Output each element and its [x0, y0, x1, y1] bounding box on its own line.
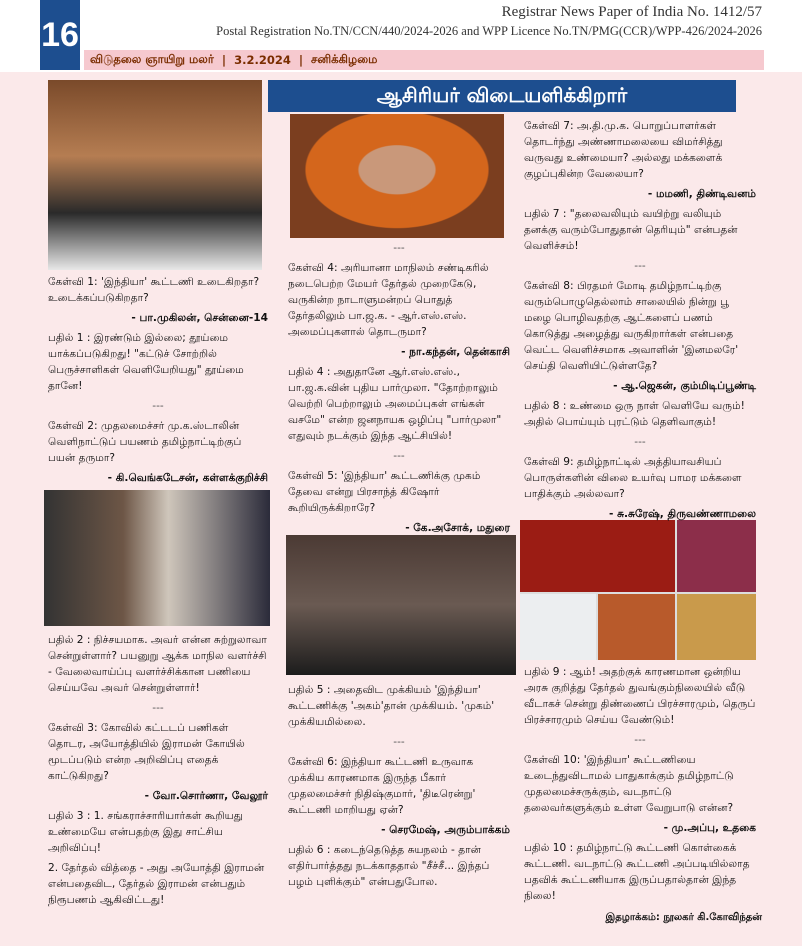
question-3: கேள்வி 3: கோவில் கட்டடப் பணிகள் தொடர, அயோத்தியில் இராமன் கோயில் மூடப்படும் என்ற அறிவிப்பு எதைக் காட்டுகிறது?	[48, 722, 245, 782]
answer-2: பதில் 2 : நிச்சயமாக. அவர் என்ன சுற்றுலாவா சென்றுள்ளார்? பயனுறு ஆக்க மாநில வளர்ச்சி - வேலைவாய்ப்பு வளர்ச்சிக்கான பணியை செய்யவே அவர் சென்றுள்ளார்!	[48, 634, 267, 694]
lentils-image	[598, 594, 675, 660]
question-2-author: - கி.வெங்கடேசன், கள்ளக்குறிச்சி	[107, 472, 268, 484]
column-2-lower: பதில் 5 : அதைவிட முக்கியம் 'இந்தியா' கூட்டணிக்கு 'அகம்'தான் முக்கியம். 'முகம்' முக்கியமில்லை. --- கேள்வி 6: இந்தியா கூட்டணி உருவாக முக்கிய காரணமாக இருந்த பீகார் முதலமைச்சர் நிதிஷ்குமார், 'திடீரென்று' கூட்டணி மாறியது ஏன்? - செரமேஷ், அரும்பாக்கம் பதில் 6 : கடைந்தெடுத்த சுயநலம் - தான் எதிர்பார்த்தது நடக்காததால் "சீச்சீ... இந்தப் பழம் புளிக்கும்" என்பதுபோல.	[288, 684, 510, 888]
issue-date: 3.2.2024	[234, 53, 291, 67]
photo-prashant-kishor	[286, 535, 516, 675]
question-3-author: - வோ.சொர்ணா, வேலூர்	[144, 790, 268, 802]
question-7-author: - மமணி, திண்டிவனம்	[647, 188, 756, 200]
question-5-author: - கே.அசோக், மதுரை	[405, 522, 510, 534]
answer-5: பதில் 5 : அதைவிட முக்கியம் 'இந்தியா' கூட்டணிக்கு 'அகம்'தான் முக்கியம். 'முகம்' முக்கியமில்லை.	[288, 684, 495, 728]
question-10: கேள்வி 10: 'இந்தியா' கூட்டணியை உடைந்துவிடாமல் பாதுகாக்கும் தமிழ்நாட்டு முதலமைச்சருக்கும், வடநாட்டு தலைவர்களுக்கும் உள்ள வேறுபாடு என்ன?	[524, 754, 734, 814]
question-5: கேள்வி 5: 'இந்தியா' கூட்டணிக்கு முகம் தேவை என்று பிரசாந்த் கிஷோர் கூறியிருக்கிறாரே?	[288, 470, 481, 514]
answer-10: பதில் 10 : தமிழ்நாட்டு கூட்டணி கொள்கைக் கூட்டணி. வடநாட்டு கூட்டணி அப்படியில்லாத பதவிக் கூட்டணியாக இருப்பதால்தான் இந்த நிலை!	[524, 842, 750, 902]
question-7: கேள்வி 7: அ.தி.மு.க. பொறுப்பாளர்கள் தொடர்ந்து அண்ணாமலையை விமர்சித்து வருவது உண்மையா? அல்லது மக்களைக் குழப்புகின்ற வேலையா?	[524, 120, 723, 180]
question-10-author: - மு.அப்பு, உதகை	[663, 822, 756, 834]
photo-writer	[48, 80, 262, 270]
answer-1: பதில் 1 : இரண்டும் இல்லை; தூய்மை யாக்கப்படுகிறது! "கட்டுச் சோற்றில் பெருச்சாளிகள் வெளியேறியது" தூய்மை தானே!	[48, 332, 244, 392]
page-title: ஆசிரியர் விடையளிக்கிறார்	[268, 80, 736, 112]
answer-3: பதில் 3 : 1. சங்கராச்சாரியார்கள் கூறியது உண்மையே என்பதற்கு இது சாட்சிய அறிவிப்பு!	[48, 810, 243, 854]
question-1-author: - பா.முகிலன், சென்னை-14	[131, 312, 268, 324]
question-8: கேள்வி 8: பிரதமர் மோடி தமிழ்நாட்டிற்கு வரும்பொழுதெல்லாம் சாலையில் நின்று பூ மழை பொழிவதற்கு ஆட்களைப் பணம் கொடுத்து அழைத்து வருகிறார்கள் என்பதை வெட்ட வெளிச்சமாக அவாளின் 'இனமலரே' செய்தி வெளியிட்டுள்ளதே?	[524, 280, 739, 372]
chillies-image	[520, 520, 675, 592]
question-6: கேள்வி 6: இந்தியா கூட்டணி உருவாக முக்கிய காரணமாக இருந்த பீகார் முதலமைச்சர் நிதிஷ்குமார், 'திடீரென்று' கூட்டணி மாறியது ஏன்?	[288, 756, 476, 816]
question-4-author: - நா.கந்தன், தென்காசி	[401, 346, 510, 358]
photo-sankaracharya	[290, 114, 504, 238]
column-3: கேள்வி 7: அ.தி.மு.க. பொறுப்பாளர்கள் தொடர்ந்து அண்ணாமலையை விமர்சித்து வருவது உண்மையா? அல்லது மக்களைக் குழப்புகின்ற வேலையா? - மமணி, திண்டிவனம் பதில் 7 : "தலைவலியும் வயிற்று வலியும் தனக்கு வரும்போதுதான் தெரியும்" என்பதன் வெளிச்சம்! --- கேள்வி 8: பிரதமர் மோடி தமிழ்நாட்டிற்கு வரும்பொழுதெல்லாம் சாலையில் நின்று பூ மழை பொழிவதற்கு ஆட்களைப் பணம் கொடுத்து அழைத்து வருகிறார்கள் என்பதை வெட்ட வெளிச்சமாக அவாளின் 'இனமலரே' செய்தி வெளியிட்டுள்ளதே? - ஆ.ஜெகன், கும்மிடிப்பூண்டி பதில் 8 : உண்மை ஒரு நாள் வெளியே வரும்! அதில் பொய்யும் புரட்டும் தெளிவாகும்! --- கேள்வி 9: தமிழ்நாட்டில் அத்தியாவசியப் பொருள்களின் விலை உயர்வு பாமர மக்களை பாதிக்கும் அல்லவா? - சு.சுரேஷ், திருவண்ணாமலை	[524, 120, 756, 520]
answer-4: பதில் 4 : அதுதானே ஆர்.எஸ்.எஸ்., பா.ஜ.க.வின் புதிய பார்முலா. "தோற்றாலும் வெற்றி பெற்றாலும் அமைப்புகள் எங்கள் வசமே" என்ற ஜனநாயக ஒழிப்பு "பார்முலா" எதுவும் நடக்கும் இந்த ஆட்சியில்!	[288, 366, 502, 442]
answer-8: பதில் 8 : உண்மை ஒரு நாள் வெளியே வரும்! அதில் பொய்யும் புரட்டும் தெளிவாகும்!	[524, 400, 745, 428]
question-4: கேள்வி 4: அரியானா மாநிலம் சண்டிகரில் நடைபெற்ற மேயர் தேர்தல் முறைகேடு, வருகின்ற நாடாளுமன்றப் பொதுத் தேர்தலிலும் பா.ஜ.க. - ஆர்.எஸ்.எஸ். அமைப்புகளால் தொடருமா?	[288, 262, 489, 338]
question-1: கேள்வி 1: 'இந்தியா' கூட்டணி உடைகிறதா? உடைக்கப்படுகிறதா?	[48, 276, 260, 304]
question-9: கேள்வி 9: தமிழ்நாட்டில் அத்தியாவசியப் பொருள்களின் விலை உயர்வு பாமர மக்களை பாதிக்கும் அல்லவா?	[524, 456, 742, 500]
question-9-author: - சு.சுரேஷ், திருவண்ணாமலை	[609, 508, 756, 520]
page-number: 16	[40, 0, 80, 70]
answer-7: பதில் 7 : "தலைவலியும் வயிற்று வலியும் தனக்கு வரும்போதுதான் தெரியும்" என்பதன் வெளிச்சம்!	[524, 208, 738, 252]
answer-6: பதில் 6 : கடைந்தெடுத்த சுயநலம் - தான் எதிர்பார்த்தது நடக்காததால் "சீச்சீ... இந்தப் பழம் புளிக்கும்" என்பதுபோல.	[288, 844, 490, 888]
paper-name: விடுதலை ஞாயிறு மலர்	[90, 52, 214, 66]
question-8-author: - ஆ.ஜெகன், கும்மிடிப்பூண்டி	[613, 380, 756, 392]
question-6-author: - செரமேஷ், அரும்பாக்கம்	[381, 824, 510, 836]
salt-image	[520, 594, 596, 660]
column-3-lower: பதில் 9 : ஆம்! அதற்குக் காரணமான ஒன்றிய அரசு குறித்து தேர்தல் துவங்கும்நிலையில் வீடு வீடாகச் சென்று திண்ணைப் பிரச்சாரமும், தெருப் பிரச்சாரமும் செய்ய வேண்டும்! --- கேள்வி 10: 'இந்தியா' கூட்டணியை உடைந்துவிடாமல் பாதுகாக்கும் தமிழ்நாட்டு முதலமைச்சருக்கும், வடநாட்டு தலைவர்களுக்கும் உள்ள வேறுபாடு என்ன? - மு.அப்பு, உதகை பதில் 10 : தமிழ்நாட்டு கூட்டணி கொள்கைக் கூட்டணி. வடநாட்டு கூட்டணி அப்படியில்லாத பதவிக் கூட்டணியாக இருப்பதால்தான் இந்த நிலை!	[524, 666, 756, 902]
column-1-lower: பதில் 2 : நிச்சயமாக. அவர் என்ன சுற்றுலாவா சென்றுள்ளார்? பயனுறு ஆக்க மாநில வளர்ச்சி - வேலைவாய்ப்பு வளர்ச்சிக்கான பணியை செய்யவே அவர் சென்றுள்ளார்! --- கேள்வி 3: கோவில் கட்டடப் பணிகள் தொடர, அயோத்தியில் இராமன் கோயில் மூடப்படும் என்ற அறிவிப்பு எதைக் காட்டுகிறது? - வோ.சொர்ணா, வேலூர் பதில் 3 : 1. சங்கராச்சாரியார்கள் கூறியது உண்மையே என்பதற்கு இது சாட்சிய அறிவிப்பு! 2. தேர்தல் வித்தை - அது அயோத்தி இராமன் என்பதைவிட, தேர்தல் இராமன் என்பதும் நிரூபணம் ஆகிவிட்டது!	[48, 634, 268, 906]
column-1: கேள்வி 1: 'இந்தியா' கூட்டணி உடைகிறதா? உடைக்கப்படுகிறதா? - பா.முகிலன், சென்னை-14 பதில் 1 : இரண்டும் இல்லை; தூய்மை யாக்கப்படுகிறது! "கட்டுச் சோற்றில் பெருச்சாளிகள் வெளியேறியது" தூய்மை தானே! --- கேள்வி 2: முதலமைச்சர் மு.க.ஸ்டாலின் வெளிநாட்டுப் பயணம் தமிழ்நாட்டிற்குப் பயன் தருமா? - கி.வெங்கடேசன், கள்ளக்குறிச்சி	[48, 276, 268, 484]
editor-credit: இதழாக்கம்: நூலகர் கி.கோவிந்தன்	[605, 912, 762, 923]
registrar-line: Registrar News Paper of India No. 1412/57	[501, 4, 762, 20]
question-2: கேள்வி 2: முதலமைச்சர் மு.க.ஸ்டாலின் வெளிநாட்டுப் பயணம் தமிழ்நாட்டிற்குப் பயன் தருமா?	[48, 420, 242, 464]
photo-commodities	[520, 520, 756, 660]
onions-image	[677, 520, 756, 592]
answer-9: பதில் 9 : ஆம்! அதற்குக் காரணமான ஒன்றிய அரசு குறித்து தேர்தல் துவங்கும்நிலையில் வீடு வீடாகச் சென்று திண்ணைப் பிரச்சாரமும், தெருப் பிரச்சாரமும் செய்ய வேண்டும்!	[524, 666, 756, 726]
issue-day: சனிக்கிழமை	[311, 52, 378, 66]
postal-line: Postal Registration No.TN/CCN/440/2024-2026 and WPP Licence No.TN/PMG(CCR)/WPP-426/2024-2026	[216, 24, 762, 38]
nuts-image	[677, 594, 756, 660]
column-2: --- கேள்வி 4: அரியானா மாநிலம் சண்டிகரில் நடைபெற்ற மேயர் தேர்தல் முறைகேடு, வருகின்ற நாடாளுமன்றப் பொதுத் தேர்தலிலும் பா.ஜ.க. - ஆர்.எஸ்.எஸ். அமைப்புகளால் தொடருமா? - நா.கந்தன், தென்காசி பதில் 4 : அதுதானே ஆர்.எஸ்.எஸ்., பா.ஜ.க.வின் புதிய பார்முலா. "தோற்றாலும் வெற்றி பெற்றாலும் அமைப்புகள் எங்கள் வசமே" என்ற ஜனநாயக ஒழிப்பு "பார்முலா" எதுவும் நடக்கும் இந்த ஆட்சியில்! --- கேள்வி 5: 'இந்தியா' கூட்டணிக்கு முகம் தேவை என்று பிரசாந்த் கிஷோர் கூறியிருக்கிறாரே? - கே.அசோக், மதுரை	[288, 242, 510, 534]
photo-chief-minister	[44, 490, 270, 626]
masthead	[0, 0, 802, 72]
date-band: விடுதலை ஞாயிறு மலர் | 3.2.2024 | சனிக்கிழமை	[84, 50, 764, 70]
answer-3b: 2. தேர்தல் வித்தை - அது அயோத்தி இராமன் என்பதைவிட, தேர்தல் இராமன் என்பதும் நிரூபணம் ஆகிவிட்டது!	[48, 862, 265, 906]
